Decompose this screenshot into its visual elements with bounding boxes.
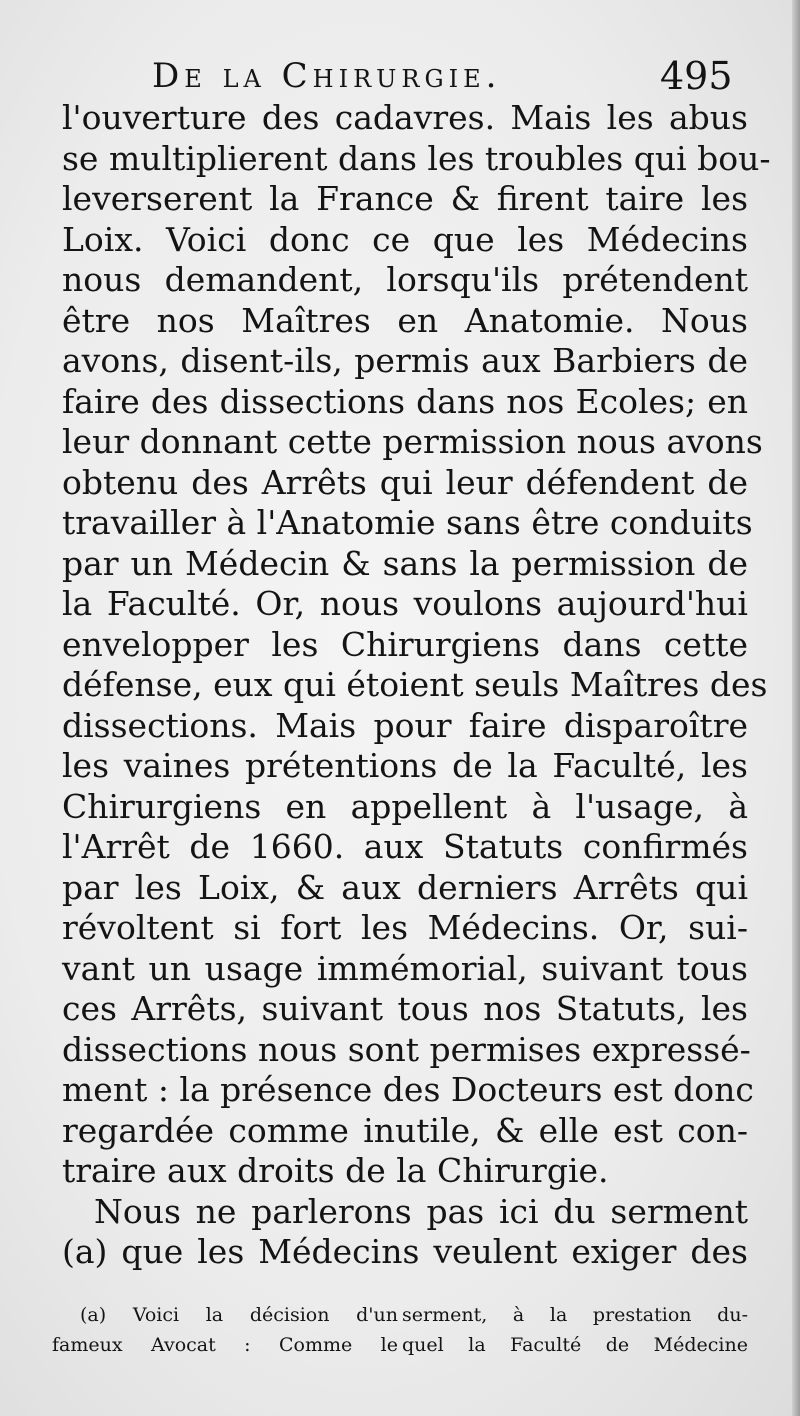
text-line: regardée comme inutile, & elle est con- bbox=[62, 1110, 748, 1150]
footnote-column-left bbox=[52, 1300, 398, 1360]
page-edge bbox=[792, 0, 800, 1416]
footnote-line: serment, à la prestation du- bbox=[402, 1304, 748, 1326]
text-line: l'ouverture des cadavres. Mais les abus bbox=[62, 98, 748, 137]
text-line: faire des dissections dans nos Ecoles; en bbox=[62, 381, 748, 421]
text-line: Chirurgiens en appellent à l'usage, à bbox=[62, 786, 748, 826]
body-text bbox=[62, 98, 771, 1273]
text-line: vant un usage immémorial, suivant tous bbox=[62, 948, 748, 988]
text-line: ment : la présence des Docteurs est donc bbox=[62, 1070, 754, 1109]
text-line: par un Médecin & sans la permission de bbox=[62, 543, 748, 583]
text-line: obtenu des Arrêts qui leur défendent de bbox=[62, 462, 748, 502]
text-line: Loix. Voici donc ce que les Médecins bbox=[62, 219, 748, 259]
running-title: De la Chirurgie. bbox=[152, 56, 502, 96]
text-line: la Faculté. Or, nous voulons aujourd'hui bbox=[62, 584, 748, 623]
text-line: leverserent la France & firent taire les bbox=[62, 179, 748, 218]
footnote-line: quel la Faculté de Médecine bbox=[402, 1334, 748, 1356]
paragraph-start-line: Nous ne parlerons pas ici du serment bbox=[94, 1191, 748, 1231]
text-line: nous demandent, lorsqu'ils prétendent bbox=[62, 260, 748, 299]
text-line: défense, eux qui étoient seuls Maîtres des bbox=[62, 665, 768, 704]
text-line: (a) que les Médecins veulent exiger des bbox=[62, 1232, 748, 1271]
text-line: dissections. Mais pour faire disparoître bbox=[62, 705, 748, 745]
page-header bbox=[0, 52, 800, 102]
text-line: leur donnant cette permission nous avons bbox=[62, 422, 763, 461]
text-line: se multiplierent dans les troubles qui bou- bbox=[62, 138, 771, 178]
text-line: révoltent si fort les Médecins. Or, sui- bbox=[62, 908, 748, 947]
text-line: ces Arrêts, suivant tous nos Statuts, les bbox=[62, 989, 748, 1028]
text-line: les vaines prétentions de la Faculté, les bbox=[62, 746, 748, 785]
footnote-column-right bbox=[402, 1300, 748, 1360]
footnote-line: (a) Voici la décision d'un bbox=[80, 1304, 398, 1326]
text-line: envelopper les Chirurgiens dans cette bbox=[62, 624, 748, 664]
text-line: dissections nous sont permises expressé- bbox=[62, 1029, 751, 1069]
footnote-line: fameux Avocat : Comme le bbox=[52, 1334, 398, 1356]
paragraph-end-line: traire aux droits de la Chirurgie. bbox=[62, 1151, 609, 1190]
text-line: l'Arrêt de 1660. aux Statuts confirmés bbox=[62, 827, 748, 866]
text-line: être nos Maîtres en Anatomie. Nous bbox=[62, 300, 748, 340]
text-line: travailler à l'Anatomie sans être conduits bbox=[62, 503, 753, 542]
page-number: 495 bbox=[660, 54, 733, 98]
text-line: par les Loix, & aux derniers Arrêts qui bbox=[62, 867, 748, 907]
text-line: avons, disent-ils, permis aux Barbiers de bbox=[62, 341, 748, 380]
